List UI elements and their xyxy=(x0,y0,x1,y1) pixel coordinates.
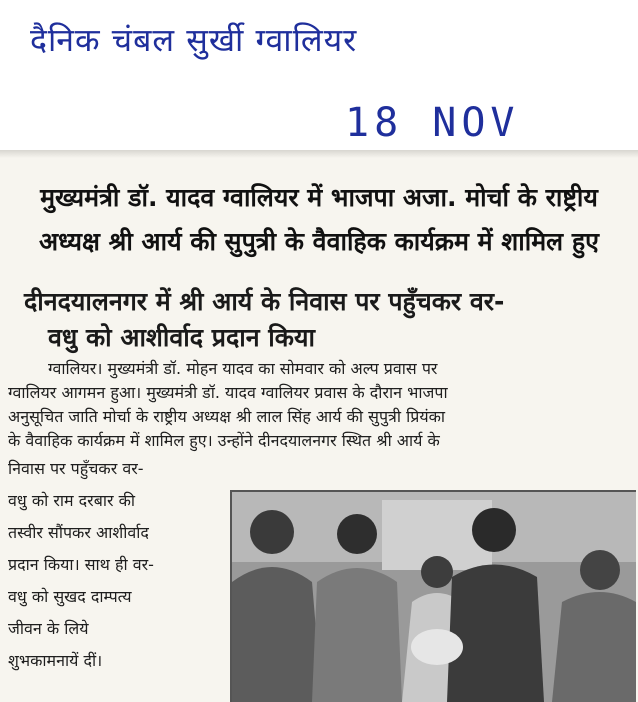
subheadline-line-1: दीनदयालनगर में श्री आर्य के निवास पर पहुँचकर वर- xyxy=(24,287,505,316)
headline-line-2: अध्यक्ष श्री आर्य की सुपुत्री के वैवाहिक कार्यक्रम में शामिल हुए xyxy=(39,227,599,256)
body-line-1: ग्वालियर। मुख्यमंत्री डॉ. मोहन यादव का सोमवार को अल्प प्रवास पर xyxy=(48,359,438,378)
news-photo xyxy=(230,490,636,702)
subheadline-line-2: वधु को आशीर्वाद प्रदान किया xyxy=(48,323,315,352)
body-narrow-line-7: शुभकामनायें दीं। xyxy=(8,651,103,670)
body-narrow-line-2: वधु को राम दरबार की xyxy=(8,491,136,510)
date-stamp: 18 NOV xyxy=(345,100,520,146)
body-narrow-line-6: जीवन के लिये xyxy=(8,619,89,638)
headline-line-1: मुख्यमंत्री डॉ. यादव ग्वालियर में भाजपा अजा. मोर्चा के राष्ट्रीय xyxy=(40,183,598,212)
body-line-3: अनुसूचित जाति मोर्चा के राष्ट्रीय अध्यक्ष श्री लाल सिंह आर्य की सुपुत्री प्रियंका xyxy=(8,407,446,426)
body-line-2: ग्वालियर आगमन हुआ। मुख्यमंत्री डॉ. यादव ग्वालियर प्रवास के दौरान भाजपा xyxy=(8,383,448,402)
photo-illustration xyxy=(232,492,636,702)
body-line-4: के वैवाहिक कार्यक्रम में शामिल हुए। उन्होंने दीनदयालनगर स्थित श्री आर्य के xyxy=(8,431,440,450)
body-narrow-line-4: प्रदान किया। साथ ही वर- xyxy=(8,555,154,574)
body-narrow-line-5: वधु को सुखद दाम्पत्य xyxy=(8,587,132,606)
body-narrow-line-1: निवास पर पहुँचकर वर- xyxy=(8,459,144,478)
newspaper-name-stamp: दैनिक चंबल सुर्खी ग्वालियर xyxy=(30,21,358,59)
body-narrow-line-3: तस्वीर सौंपकर आशीर्वाद xyxy=(8,523,149,542)
